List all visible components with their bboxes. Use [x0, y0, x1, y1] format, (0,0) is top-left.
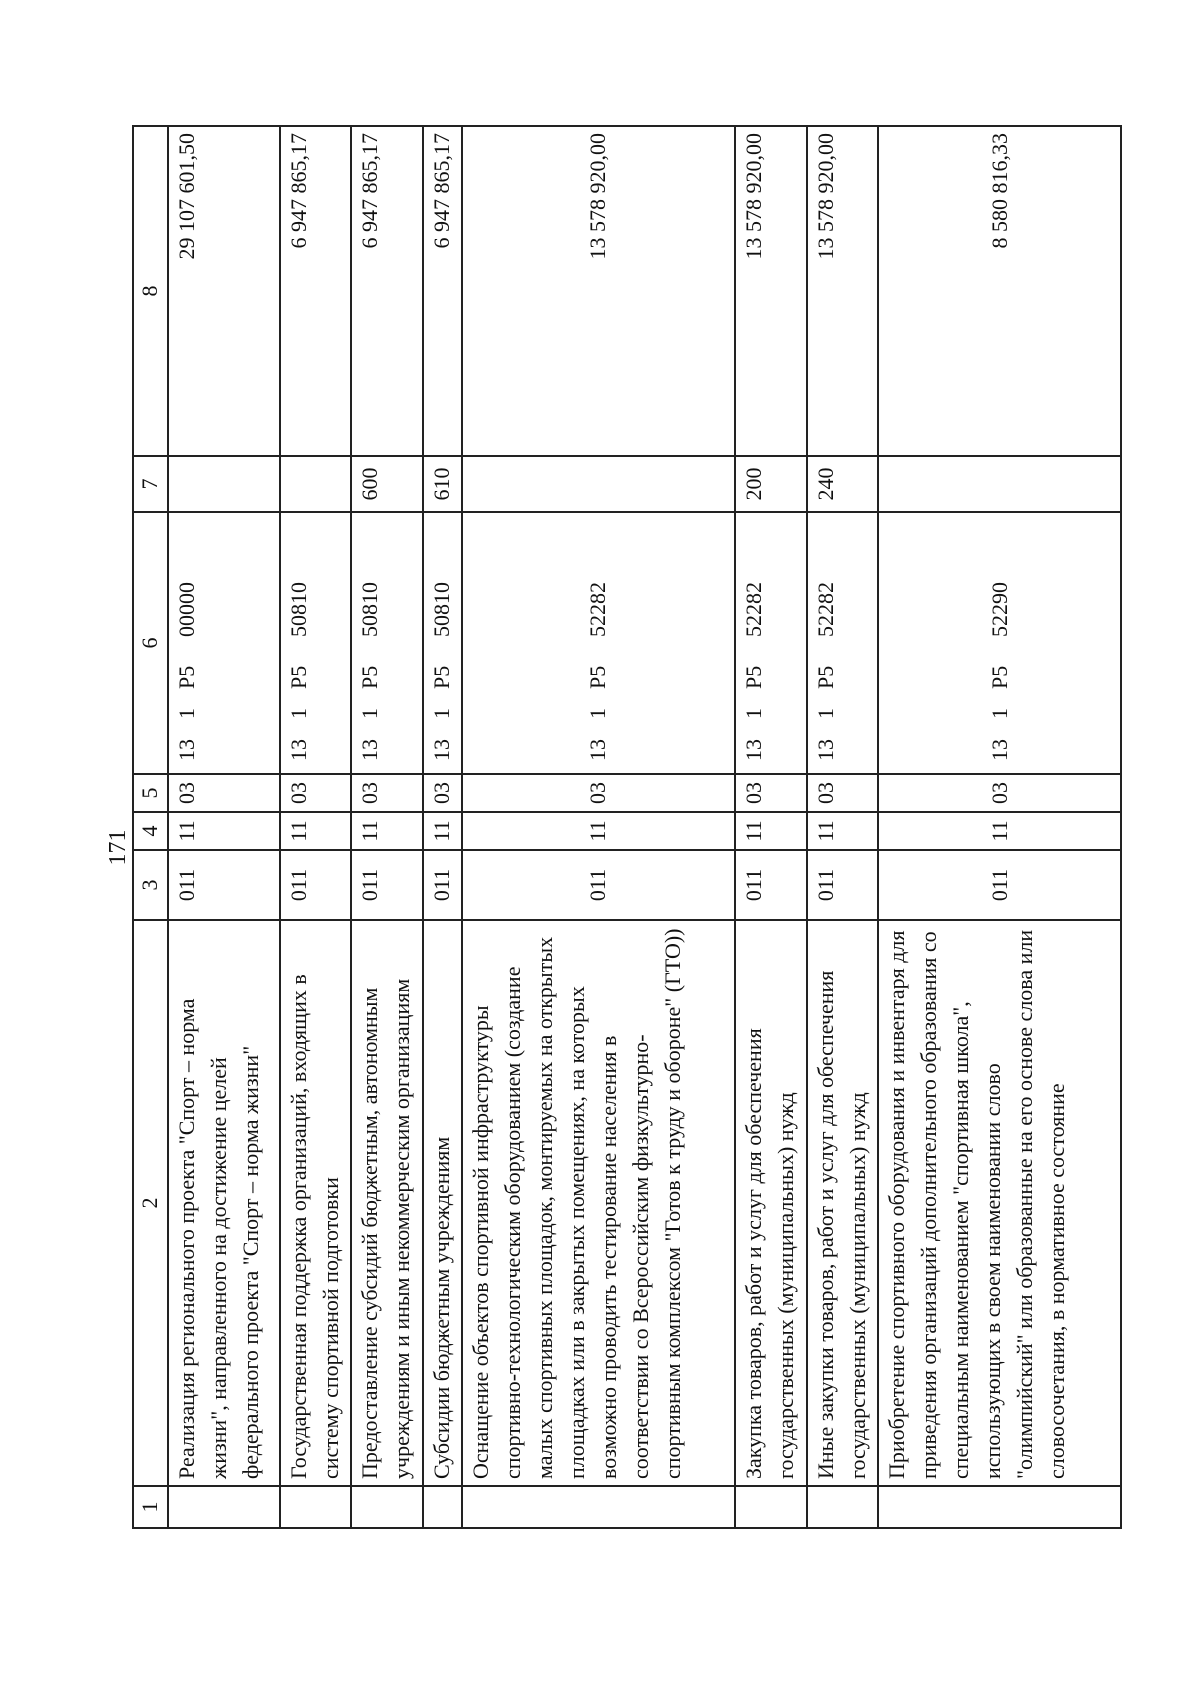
- cell-col5: 03: [878, 774, 1121, 812]
- code-part: 13: [986, 739, 1012, 761]
- code-part: 1: [173, 708, 199, 719]
- header-col-1: 1: [133, 1486, 168, 1528]
- cell-col7: 240: [807, 456, 878, 512]
- header-col-4: 4: [133, 812, 168, 850]
- cell-col3: 011: [280, 850, 351, 920]
- cell-col1: [807, 1486, 878, 1528]
- table-row: [423, 126, 462, 1528]
- cell-col3: 011: [878, 850, 1121, 920]
- cell-col5: 03: [351, 774, 422, 812]
- header-col-2: 2: [133, 920, 168, 1486]
- cell-amount: 6 947 865,17: [351, 126, 422, 456]
- cell-col4: 11: [351, 812, 422, 850]
- cell-col5: 03: [462, 774, 736, 812]
- code-part: 52282: [585, 582, 611, 637]
- code-part: 1: [428, 708, 454, 719]
- budget-table: [132, 125, 1122, 1529]
- cell-col3: 011: [351, 850, 422, 920]
- cell-col4: 11: [807, 812, 878, 850]
- cell-col7: [168, 456, 280, 512]
- cell-code: [462, 512, 736, 774]
- cell-col1: [878, 1486, 1121, 1528]
- code-part: 1: [357, 708, 383, 719]
- cell-col3: 011: [807, 850, 878, 920]
- cell-col3: 011: [735, 850, 806, 920]
- cell-amount: 8 580 816,33: [878, 126, 1121, 456]
- cell-code: [168, 512, 280, 774]
- cell-col1: [168, 1486, 280, 1528]
- code-part: 00000: [173, 582, 199, 637]
- cell-code: [807, 512, 878, 774]
- cell-code: [423, 512, 462, 774]
- cell-col3: 011: [462, 850, 736, 920]
- code-part: 50810: [428, 582, 454, 637]
- cell-col4: 11: [168, 812, 280, 850]
- cell-col5: 03: [807, 774, 878, 812]
- code-part: Р5: [812, 665, 838, 689]
- table-row: [280, 126, 351, 1528]
- cell-col7: 600: [351, 456, 422, 512]
- cell-amount: 13 578 920,00: [735, 126, 806, 456]
- code-part: Р5: [428, 665, 454, 689]
- code-part: 13: [741, 739, 767, 761]
- code-part: 50810: [357, 582, 383, 637]
- cell-col1: [423, 1486, 462, 1528]
- header-col-8: 8: [133, 126, 168, 456]
- cell-col1: [735, 1486, 806, 1528]
- code-part: 13: [428, 739, 454, 761]
- cell-col5: 03: [280, 774, 351, 812]
- code-part: 13: [357, 739, 383, 761]
- cell-col7: 200: [735, 456, 806, 512]
- table-row: [462, 126, 736, 1528]
- table-row: [735, 126, 806, 1528]
- cell-description: Закупка товаров, работ и услуг для обеспечения государственных (муниципальных) нужд: [735, 920, 806, 1486]
- cell-description: Иные закупки товаров, работ и услуг для обеспечения государственных (муниципальных) нужд: [807, 920, 878, 1486]
- code-part: Р5: [357, 665, 383, 689]
- code-part: 13: [285, 739, 311, 761]
- code-part: 1: [741, 708, 767, 719]
- cell-description: Оснащение объектов спортивной инфраструктуры спортивно-технологическим оборудованием (создание малых спортивных площадок, монтируемых на открытых площадках или в закрытых помещениях, на которых возможно проводить тестирование населения в соответствии со Всероссийским физкультурно-спортивным комплексом "Готов к труду и обороне" (ГТО)): [462, 920, 736, 1486]
- cell-col4: 11: [735, 812, 806, 850]
- cell-col4: 11: [280, 812, 351, 850]
- cell-amount: 13 578 920,00: [807, 126, 878, 456]
- cell-code: [735, 512, 806, 774]
- header-col-6: 6: [133, 512, 168, 774]
- cell-col7: [878, 456, 1121, 512]
- code-part: Р5: [285, 665, 311, 689]
- cell-description: Предоставление субсидий бюджетным, автономным учреждениям и иным некоммерческим организациям: [351, 920, 422, 1486]
- code-part: Р5: [986, 665, 1012, 689]
- cell-description: Приобретение спортивного оборудования и инвентаря для приведения организаций дополнительного образования со специальным наименованием "спортивная школа", использующих в своем наименовании слово "олимпийский" или образованные на его основе слова или словосочетания, в нормативное состояние: [878, 920, 1121, 1486]
- cell-description: Государственная поддержка организаций, входящих в систему спортивной подготовки: [280, 920, 351, 1486]
- code-part: 50810: [285, 582, 311, 637]
- code-part: 1: [812, 708, 838, 719]
- cell-col4: 11: [878, 812, 1121, 850]
- cell-amount: 13 578 920,00: [462, 126, 736, 456]
- table-row: [878, 126, 1121, 1528]
- cell-code: [351, 512, 422, 774]
- code-part: 13: [173, 739, 199, 761]
- cell-col7: [280, 456, 351, 512]
- code-part: 52282: [741, 582, 767, 637]
- cell-amount: 6 947 865,17: [423, 126, 462, 456]
- cell-description: Субсидии бюджетным учреждениям: [423, 920, 462, 1486]
- cell-description: Реализация регионального проекта "Спорт – норма жизни", направленного на достижение целей федерального проекта "Спорт – норма жизни": [168, 920, 280, 1486]
- code-part: 1: [986, 708, 1012, 719]
- cell-col4: 11: [462, 812, 736, 850]
- cell-col7: 610: [423, 456, 462, 512]
- cell-amount: 6 947 865,17: [280, 126, 351, 456]
- code-part: 13: [585, 739, 611, 761]
- header-col-5: 5: [133, 774, 168, 812]
- cell-amount: 29 107 601,50: [168, 126, 280, 456]
- header-col-7: 7: [133, 456, 168, 512]
- cell-col1: [351, 1486, 422, 1528]
- table-row: [807, 126, 878, 1528]
- cell-code: [878, 512, 1121, 774]
- table-row: [168, 126, 280, 1528]
- cell-col7: [462, 456, 736, 512]
- table-header-row: [133, 126, 168, 1528]
- code-part: 52282: [812, 582, 838, 637]
- cell-col3: 011: [423, 850, 462, 920]
- table-row: [351, 126, 422, 1528]
- cell-col3: 011: [168, 850, 280, 920]
- cell-code: [280, 512, 351, 774]
- cell-col1: [462, 1486, 736, 1528]
- cell-col5: 03: [168, 774, 280, 812]
- page-number: 171: [105, 829, 131, 866]
- cell-col5: 03: [423, 774, 462, 812]
- code-part: Р5: [741, 665, 767, 689]
- code-part: 1: [585, 708, 611, 719]
- code-part: 1: [285, 708, 311, 719]
- code-part: Р5: [173, 665, 199, 689]
- cell-col4: 11: [423, 812, 462, 850]
- code-part: 13: [812, 739, 838, 761]
- code-part: Р5: [585, 665, 611, 689]
- code-part: 52290: [986, 582, 1012, 637]
- cell-col1: [280, 1486, 351, 1528]
- cell-col5: 03: [735, 774, 806, 812]
- header-col-3: 3: [133, 850, 168, 920]
